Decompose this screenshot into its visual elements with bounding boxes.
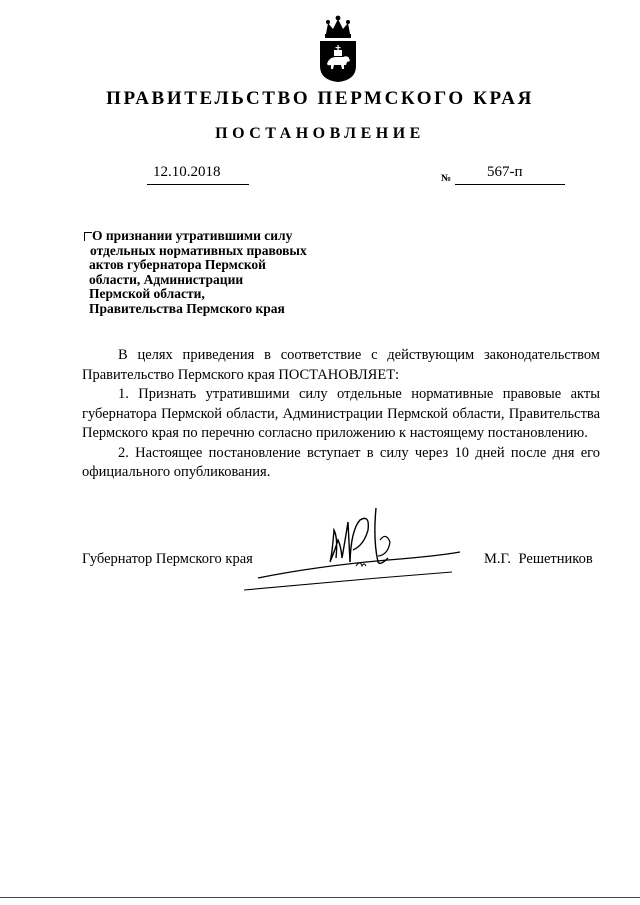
document-subject [89, 228, 307, 316]
subject-line: актов губернатора Пермской [89, 257, 266, 272]
body-paragraph: 2. Настоящее постановление вступает в силу через 10 дней после дня его официального опубликования. [82, 444, 600, 480]
subject-line: области, Администрации [89, 271, 244, 287]
document-number: 567-п [455, 164, 565, 185]
coat-of-arms-icon [316, 14, 360, 84]
signature-icon [238, 500, 468, 600]
document-body [82, 346, 600, 483]
body-paragraph: В целях приведения в соответствие с действующим законодательством Правительство Пермского края ПОСТАНОВЛЯЕТ: [82, 347, 600, 383]
subject-corner-mark [84, 232, 92, 241]
body-paragraph: 1. Признать утратившими силу отдельные нормативные правовые акты губернатора Пермской области, Администрации Пермской области, Правительства Пермского края по перечню согласно приложению к настоящему постановлению. [82, 386, 600, 441]
subject-line: Правительства Пермского края [89, 300, 285, 316]
signer-position: Губернатор Пермского края [82, 551, 253, 567]
document-type-title: ПОСТАНОВЛЕНИЕ [215, 125, 425, 142]
subject-line: Пермской области, [89, 286, 205, 301]
signer-name: М.Г. Решетников [484, 551, 593, 567]
number-sign: № [441, 173, 452, 184]
government-title: ПРАВИТЕЛЬСТВО ПЕРМСКОГО КРАЯ [106, 88, 534, 109]
subject-line: отдельных нормативных правовых [90, 242, 307, 258]
subject-line: О признании утратившими силу [92, 228, 293, 243]
document-date: 12.10.2018 [147, 164, 249, 185]
page-bottom-rule [0, 897, 640, 898]
